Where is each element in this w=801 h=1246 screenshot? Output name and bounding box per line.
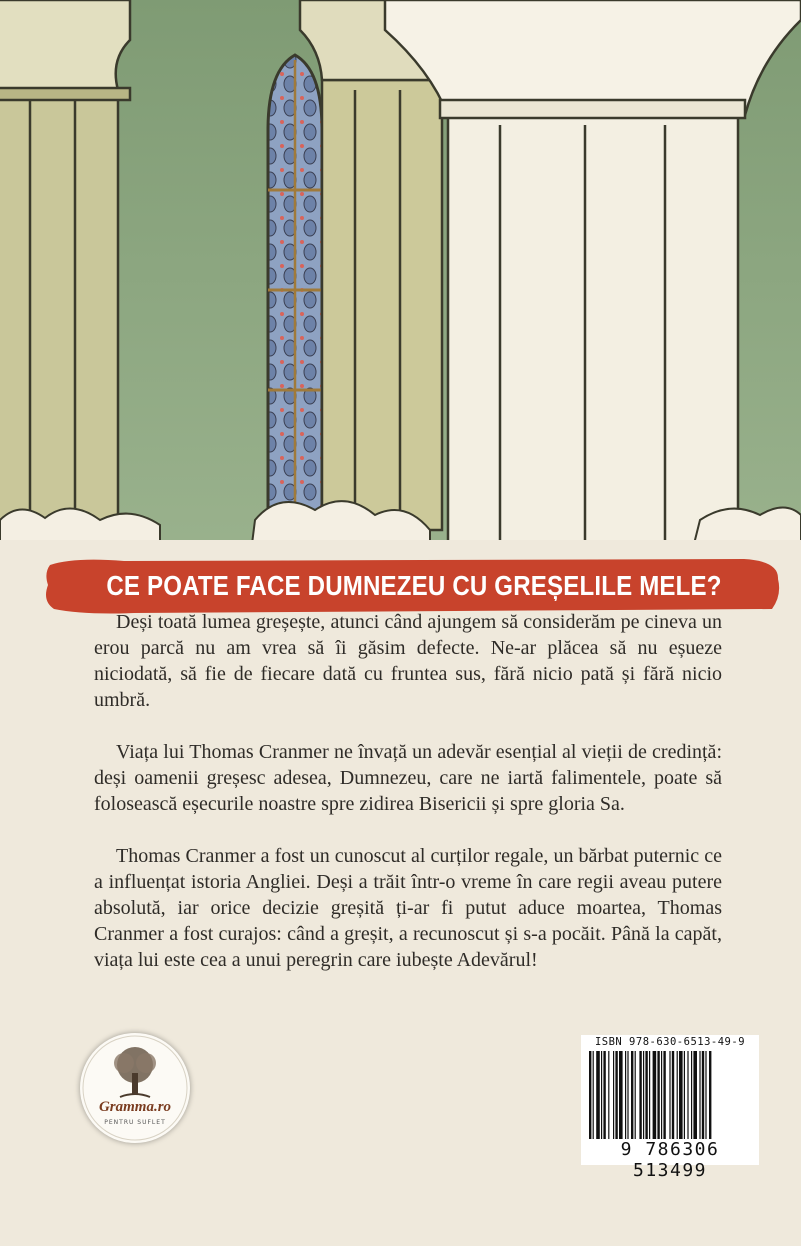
barcode-bar — [672, 1051, 674, 1139]
barcode-bar — [663, 1051, 665, 1139]
isbn-barcode — [581, 1035, 759, 1181]
blurb — [94, 609, 722, 999]
barcode-bar — [687, 1051, 688, 1139]
publisher-logo — [80, 1033, 190, 1143]
publisher-tagline: PENTRU SUFLET — [104, 1119, 166, 1126]
barcode-bar — [705, 1051, 706, 1139]
barcode-bar — [608, 1051, 609, 1139]
blurb-paragraph-1: Deși toată lumea greșește, atunci când ajungem să considerăm pe cineva un erou parcă nu am vrea să îi găsim defecte. Ne-ar plăcea să nu eșueze niciodată, să fie de fiecare dată cu fruntea sus, fără nicio pată și fără nicio umbră. — [94, 611, 722, 711]
cathedral-illustration — [0, 0, 801, 560]
blurb-paragraph-2: Viața lui Thomas Cranmer ne învață un adevăr esențial al vieții de credință: deși oamenii greșesc adesea, Dumnezeu, care ne iartă falimentele, poate să folosească eșecurile noastre spre zidirea Bisericii și spre gloria Sa. — [94, 741, 722, 815]
barcode-bar — [643, 1051, 644, 1139]
barcode-bar — [596, 1051, 600, 1139]
barcode-bar — [603, 1051, 605, 1139]
headline: CE POATE FACE DUMNEZEU CU GREȘELILE MELE? — [106, 570, 722, 601]
barcode-bar — [613, 1051, 614, 1139]
tree-icon — [80, 1033, 190, 1143]
barcode-bar — [657, 1051, 659, 1139]
middle-column — [300, 0, 450, 530]
barcode-bar — [702, 1051, 704, 1139]
barcode-bar — [635, 1051, 636, 1139]
barcode-bar — [627, 1051, 628, 1139]
barcode-bar — [631, 1051, 633, 1139]
right-column — [385, 0, 801, 545]
barcode-bar — [684, 1051, 685, 1139]
barcode-bar — [691, 1051, 692, 1139]
barcode-bar — [679, 1051, 683, 1139]
barcode-bars-icon — [589, 1051, 751, 1139]
barcode-bar — [615, 1051, 617, 1139]
barcode-bar — [639, 1051, 641, 1139]
blurb-paragraph-3: Thomas Cranmer a fost un cunoscut al curților regale, un bărbat puternic ce a influențat istoria Angliei. Deși a trăit într-o vreme în care regii aveau putere absolută, iar orice decizie greșită ți-ar fi putut aduce moartea, Thomas Cranmer a fost curajos: când a greșit, a recunoscut și s-a pocăit. Până la capăt, viața lui este cea a unui peregrin care iubește Adevărul! — [94, 845, 722, 971]
barcode-bar — [645, 1051, 647, 1139]
barcode-bar — [625, 1051, 626, 1139]
barcode-bar — [653, 1051, 657, 1139]
barcode-bar — [693, 1051, 697, 1139]
barcode-bar — [677, 1051, 678, 1139]
stained-glass-window-icon — [268, 55, 322, 520]
barcode-bar — [699, 1051, 700, 1139]
barcode-number: 9 786306 513499 — [620, 1139, 720, 1181]
barcode-bar — [589, 1051, 591, 1139]
headline-banner — [44, 555, 784, 617]
barcode-bar — [619, 1051, 623, 1139]
barcode-bar — [661, 1051, 662, 1139]
barcode-bar — [593, 1051, 594, 1139]
barcode-bar — [669, 1051, 670, 1139]
isbn-label: ISBN 978-630-6513-49-9 — [594, 1036, 746, 1048]
barcode-bar — [649, 1051, 650, 1139]
publisher-name: Gramma.ro — [98, 1099, 172, 1115]
barcode-bar — [601, 1051, 602, 1139]
left-column — [0, 0, 130, 535]
barcode-bar — [709, 1051, 711, 1139]
